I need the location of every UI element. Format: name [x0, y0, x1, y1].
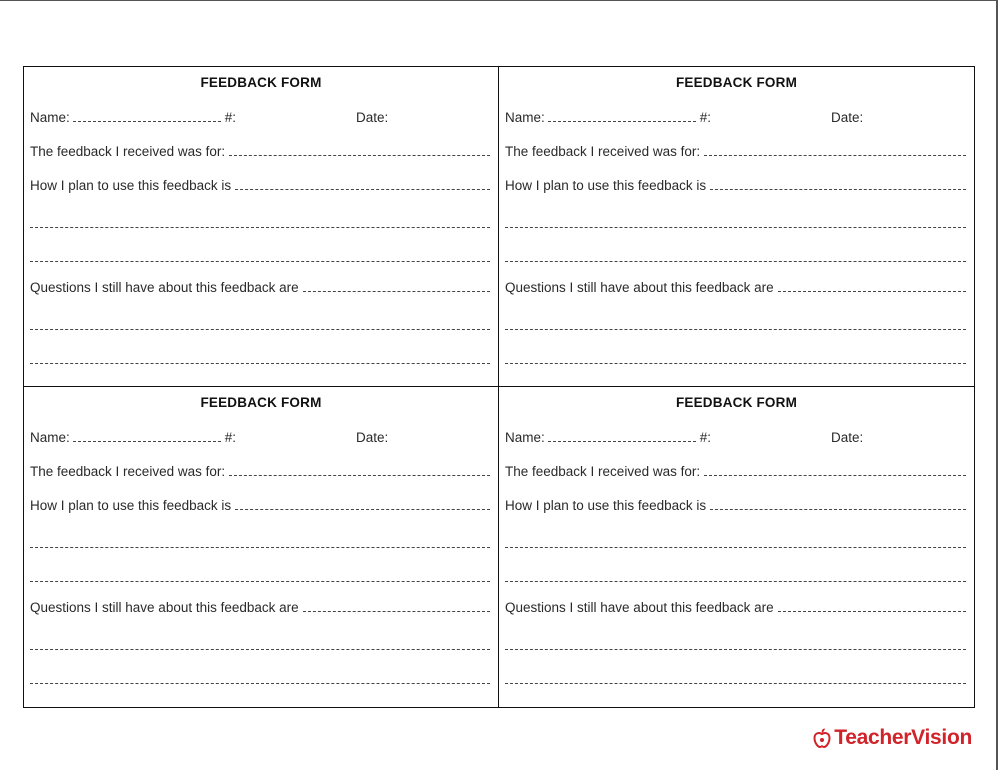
plan-row — [30, 175, 490, 193]
questions-blank-line[interactable] — [30, 669, 490, 687]
plan-blank-line[interactable] — [505, 247, 966, 265]
questions-blank-line[interactable] — [505, 669, 966, 687]
received-blank[interactable] — [229, 155, 490, 156]
plan-blank-line[interactable] — [30, 247, 490, 265]
questions-row — [505, 597, 966, 615]
teachervision-logo[interactable] — [813, 726, 972, 750]
number-label: #: — [699, 430, 712, 445]
received-blank[interactable] — [704, 155, 966, 156]
questions-row — [30, 597, 490, 615]
questions-blank[interactable] — [303, 291, 490, 292]
received-label: The feedback I received was for: — [505, 464, 701, 479]
name-row — [30, 107, 490, 125]
received-blank[interactable] — [229, 475, 490, 476]
date-label: Date: — [831, 110, 864, 125]
plan-label: How I plan to use this feedback is — [30, 498, 232, 513]
plan-label: How I plan to use this feedback is — [505, 498, 707, 513]
plan-blank[interactable] — [235, 189, 490, 190]
form-title: FEEDBACK FORM — [200, 75, 322, 90]
name-blank[interactable] — [548, 121, 696, 122]
name-label: Name: — [30, 110, 70, 125]
form-title: FEEDBACK FORM — [675, 395, 798, 410]
plan-label: How I plan to use this feedback is — [30, 178, 232, 193]
plan-blank-line[interactable] — [505, 213, 966, 231]
questions-blank-line[interactable] — [505, 315, 966, 333]
plan-row — [505, 495, 966, 513]
name-blank[interactable] — [73, 441, 221, 442]
apple-icon — [813, 728, 831, 748]
number-label: #: — [699, 110, 712, 125]
questions-label: Questions I still have about this feedback are — [505, 600, 774, 615]
name-label: Name: — [30, 430, 70, 445]
form-title: FEEDBACK FORM — [200, 395, 322, 410]
received-label: The feedback I received was for: — [505, 144, 701, 159]
questions-blank-line[interactable] — [505, 635, 966, 653]
date-label: Date: — [356, 110, 389, 125]
plan-blank[interactable] — [235, 509, 490, 510]
received-row — [505, 461, 966, 479]
plan-blank-line[interactable] — [505, 567, 966, 585]
plan-blank-line[interactable] — [30, 533, 490, 551]
questions-row — [505, 277, 966, 295]
name-label: Name: — [505, 430, 545, 445]
questions-label: Questions I still have about this feedback are — [505, 280, 774, 295]
questions-row — [30, 277, 490, 295]
feedback-form-card — [24, 387, 499, 707]
name-row — [505, 107, 966, 125]
received-blank[interactable] — [704, 475, 966, 476]
plan-blank-line[interactable] — [30, 213, 490, 231]
questions-blank-line[interactable] — [505, 349, 966, 367]
date-label: Date: — [831, 430, 864, 445]
name-label: Name: — [505, 110, 545, 125]
questions-blank-line[interactable] — [30, 315, 490, 333]
feedback-form-card — [24, 67, 499, 387]
received-row — [30, 141, 490, 159]
plan-label: How I plan to use this feedback is — [505, 178, 707, 193]
questions-blank[interactable] — [778, 291, 966, 292]
logo-text: TeacherVision — [834, 726, 972, 749]
date-label: Date: — [356, 430, 389, 445]
form-title: FEEDBACK FORM — [675, 75, 798, 90]
received-label: The feedback I received was for: — [30, 144, 226, 159]
received-row — [505, 141, 966, 159]
plan-blank-line[interactable] — [30, 567, 490, 585]
feedback-form-grid — [23, 66, 975, 708]
questions-blank-line[interactable] — [30, 635, 490, 653]
received-label: The feedback I received was for: — [30, 464, 226, 479]
plan-blank[interactable] — [710, 509, 966, 510]
questions-blank-line[interactable] — [30, 349, 490, 367]
number-label: #: — [224, 110, 237, 125]
received-row — [30, 461, 490, 479]
questions-label: Questions I still have about this feedback are — [30, 600, 299, 615]
questions-label: Questions I still have about this feedback are — [30, 280, 299, 295]
feedback-form-card — [499, 387, 974, 707]
name-blank[interactable] — [548, 441, 696, 442]
plan-blank-line[interactable] — [505, 533, 966, 551]
questions-blank[interactable] — [778, 611, 966, 612]
plan-blank[interactable] — [710, 189, 966, 190]
number-label: #: — [224, 430, 237, 445]
name-blank[interactable] — [73, 121, 221, 122]
plan-row — [505, 175, 966, 193]
name-row — [30, 427, 490, 445]
plan-row — [30, 495, 490, 513]
questions-blank[interactable] — [303, 611, 490, 612]
feedback-form-card — [499, 67, 974, 387]
name-row — [505, 427, 966, 445]
